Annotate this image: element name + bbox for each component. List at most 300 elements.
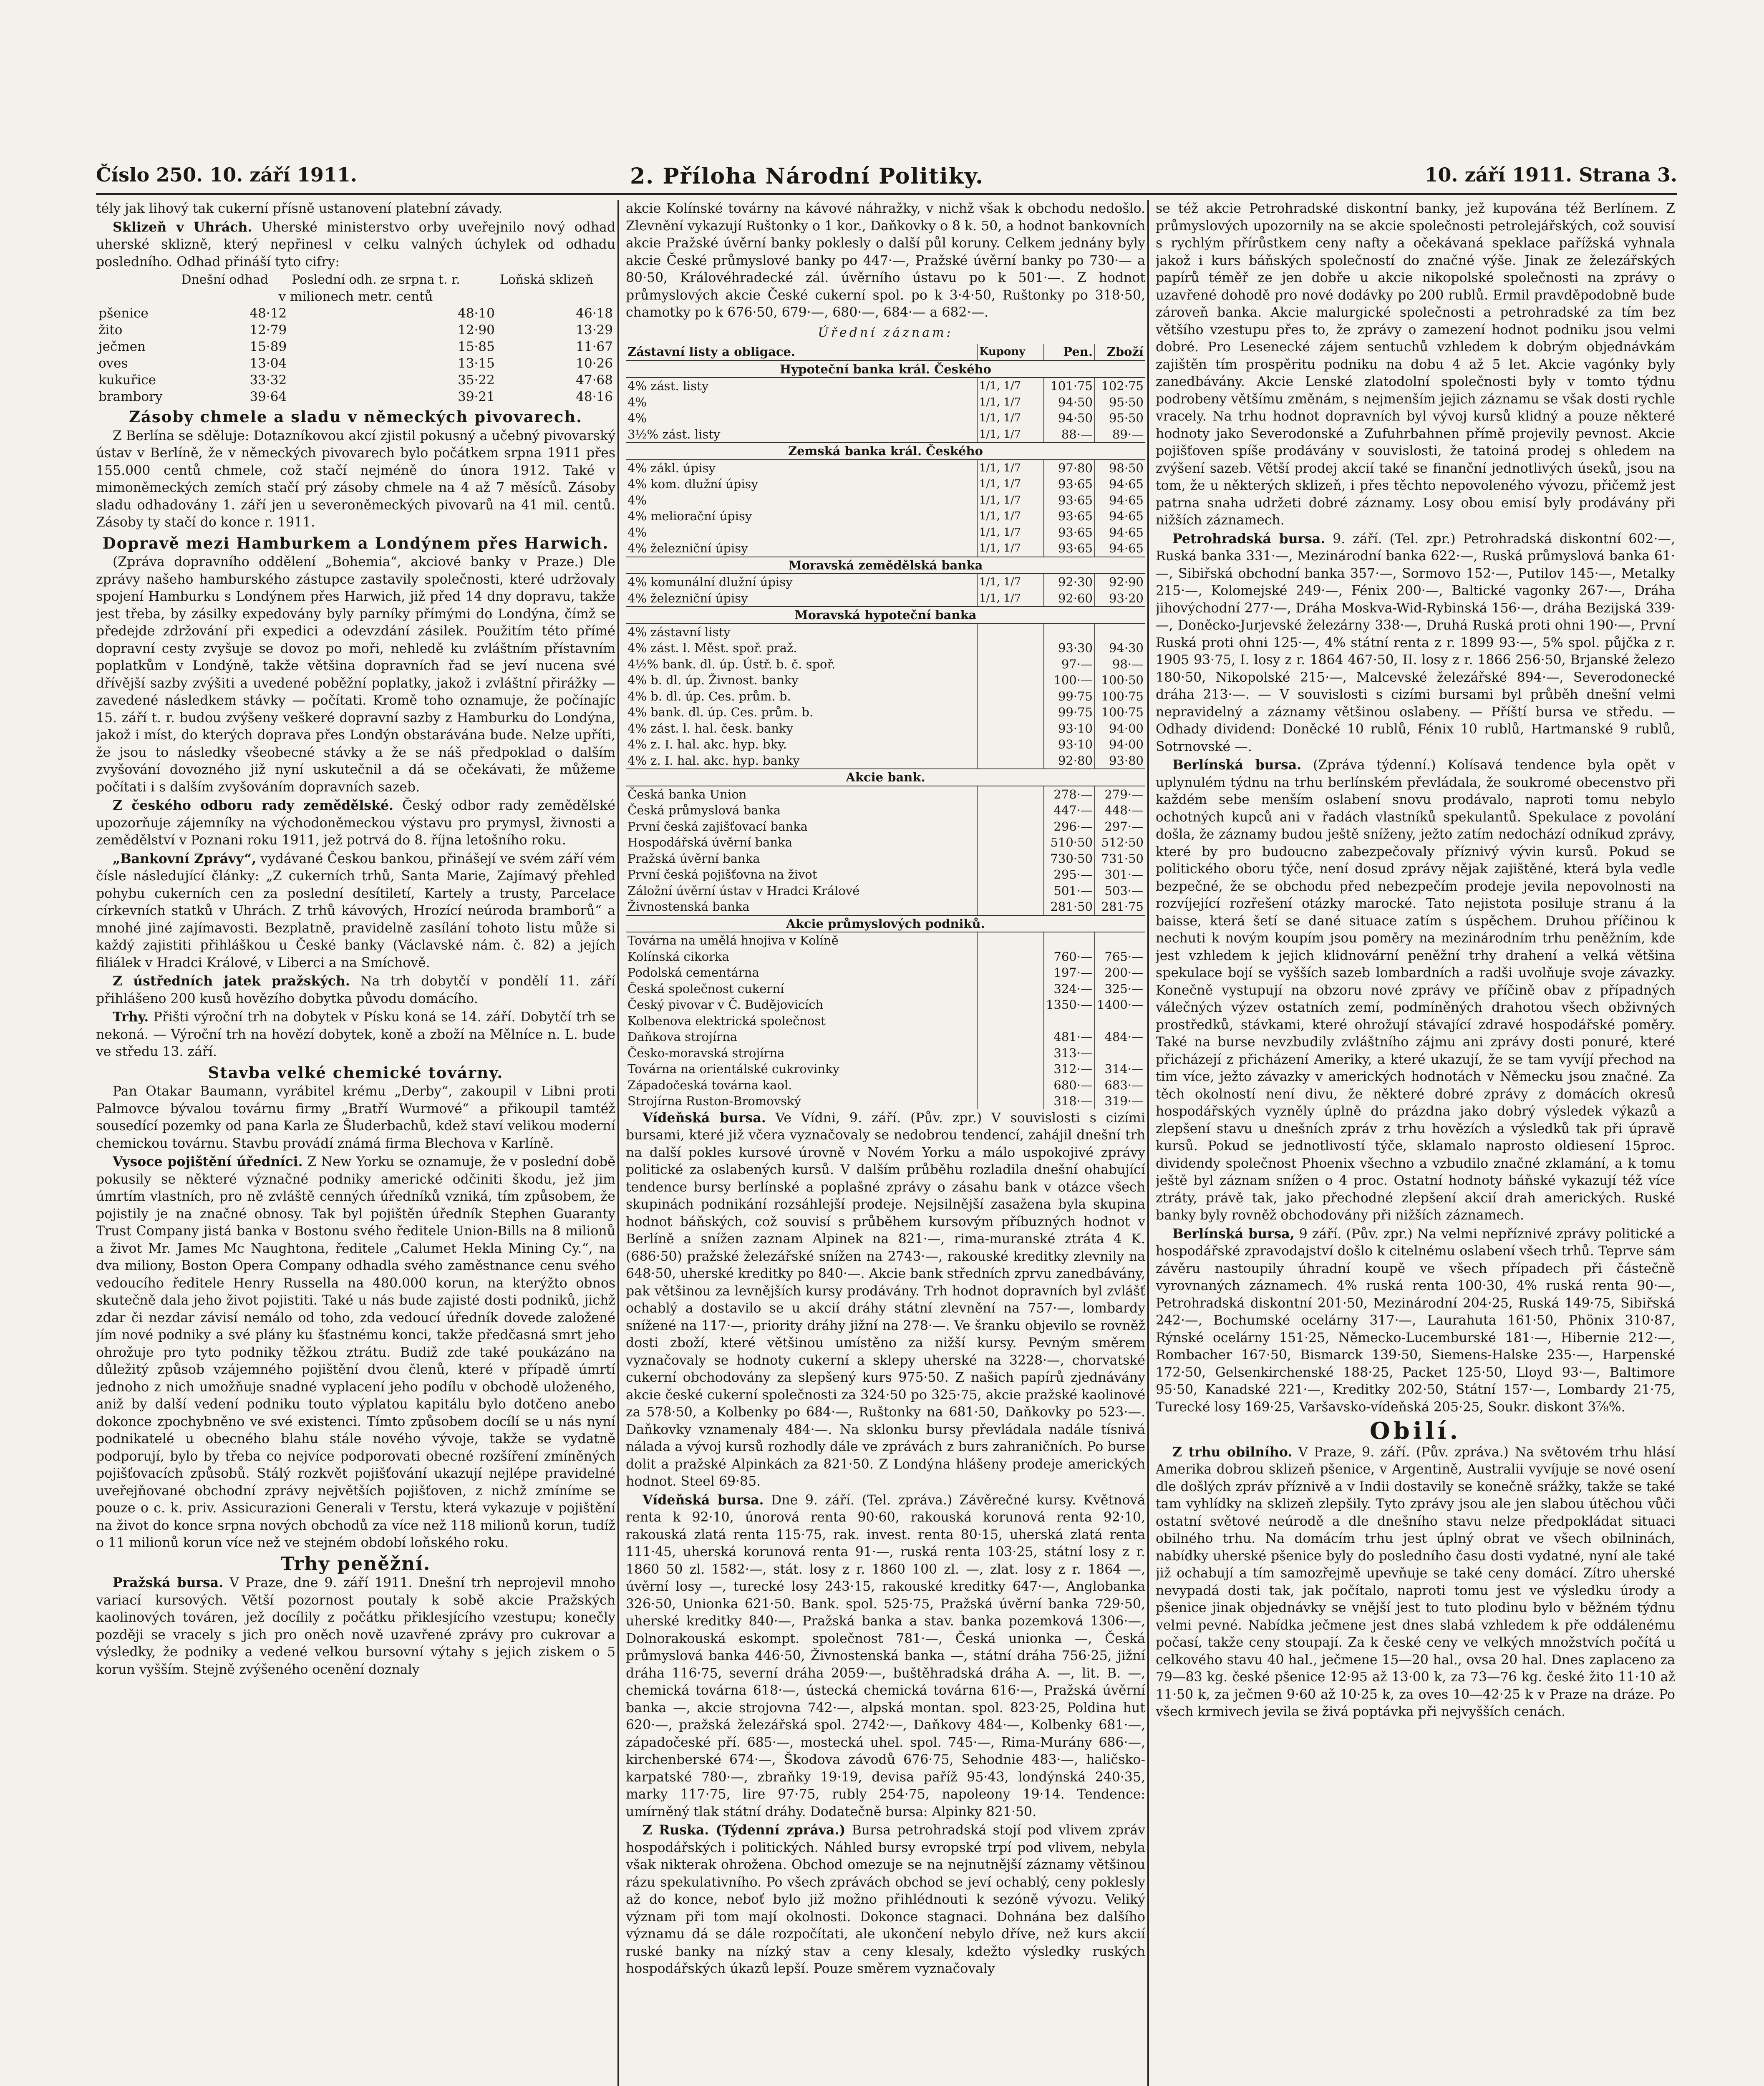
article-heading: Z trhu obilního. [1172,1444,1293,1460]
table-row [626,883,1145,899]
table-header: Dnešní odhad [181,272,269,287]
article-vienna-bourse [626,1109,1145,1491]
article-text: V Praze, dne 9. září 1911. Dnešní trh neprojevil mnoho variací kursových. Větší pozornost poutaly k sobě akcie Pražských kaolinových továren, jež docílily z počátku přiklesjícího vzestupu; konečly později se vracely s jich pro oněch nově uzavřené zprávy pro cukrovar a výsledky, že podniky a vedené velkou bursovní výtahy s jejich ziskem o 5 korun vyšším. Stejně zvýšeného ocenění doznaly [96,1575,615,1677]
article-heading: Z českého odboru rady zemědělské. [113,798,393,813]
table-cell: 47·68 [576,373,613,388]
table-section-row [626,915,1145,932]
article-heading: Sklizeň v Uhrách. [113,219,252,235]
table-cell: 760·— [1044,949,1095,965]
table-cell [977,1013,1044,1029]
table-cell: 319·— [1095,1093,1145,1109]
table-cell: 510·50 [1044,834,1095,851]
table-row [626,819,1145,835]
table-cell: 102·75 [1095,378,1145,394]
table-cell: 94·50 [1044,410,1095,426]
table-row [626,786,1145,803]
table-row [626,834,1145,851]
table-row [96,355,615,372]
table-cell [977,981,1044,997]
table-row [96,322,615,338]
section-heading: Trhy peněžní. [280,1553,431,1575]
bourse-quotes-table [626,344,1145,1109]
table-row [96,372,615,388]
table-row [626,704,1145,721]
article-heading: Dopravě mezi Hamburkem a Londýnem přes Harwich. [102,534,609,552]
table-row [626,965,1145,981]
table-cell: 94·65 [1095,524,1145,541]
issue-number: Číslo 250. 10. září 1911. [96,164,357,186]
table-row [626,802,1145,819]
article-text: (Zpráva dopravního oddělení „Bohemia“, akciové banky v Praze.) Dle zprávy našeho hamburského zástupce zastavily společnosti, které udržovaly spojení Hamburku s Londýnem přes Harwich, již před 14 dny dopravu, takže jest třeba, by zásilky expedovány byly parníky přímými do Londýna, čímž se předejde zdržování při expedici a odevzdání zásilek. Použitím této přímé dopravní cesty zvyšuje se dovoz po moři, nehledě ku zvláštním přístavním poplatkům v Londýně, takže většina dopravních řad se jeví nucena své dřívější sazby zvýšiti a uvedené poběžní poplatky, jakož i zvláštní přirážky — zavedené následkem stávky — počítati. Kromě toho oznamuje, že počínajíc 15. září t. r. budou zvýšeny veškeré dopravní sazby z Hamburku do Londýna, jakož i míst, do kterých doprava přes Londýn obstarávána bude. Nelze upříti, že jsou to následky všeobecné stávky a že se náš předpoklad o dalším zvyšování dovozného již nyní uskutečnil a dá se očekávati, že můžeme počítati i s dalším zvyšováním dopravních sazeb. [96,554,615,795]
table-section-title: Zemská banka král. Českého [626,443,1145,460]
table-cell: 39·64 [249,389,287,404]
table-row [626,1093,1145,1109]
table-cell: 13·29 [576,322,613,338]
table-row [626,590,1145,607]
table-cell: 48·16 [576,389,613,404]
table-cell: 297·— [1095,819,1145,835]
table-cell: 1/1, 1/7 [977,492,1044,509]
table-cell: 730·50 [1044,851,1095,867]
table-row [626,492,1145,509]
article-agri [96,797,615,849]
table-cell: 4½% bank. dl. úp. Ústř. b. č. spoř. [627,657,836,671]
table-cell: 278·— [1044,786,1095,803]
table-cell: Živnostenská banka [627,899,750,914]
table-cell: 731·50 [1095,851,1145,867]
table-cell: Česká průmyslová banka [627,803,781,817]
article-text: Pan Otakar Baumann, vyrábitel krému „Derby“, zakoupil v Libni proti Palmovce bývalou továrnu firmy „Bratří Wurmové“ a přikoupil tamtéž sousedící pozemky od pana Karla ze Šluderbachů, kdež staví velikou moderní chemickou továrnu. Stavbu provádí známá firma Blechova v Karlíně. [96,1084,615,1151]
table-header-row [626,344,1145,360]
table-cell: 98·50 [1095,460,1145,476]
table-cell [1044,624,1095,640]
article-petersburg-bourse [1156,530,1675,756]
masthead-title: 2. Příloha Národní Politiky. [630,164,984,189]
table-row [626,1077,1145,1093]
table-cell: 35·22 [458,373,495,388]
table-section-title: Moravská zemědělská banka [626,557,1145,574]
table-cell [1095,932,1145,949]
table-cell: 13·04 [249,356,287,371]
table-cell: 99·75 [1044,688,1095,705]
article-text: Dne 9. září. (Tel. zpráva.) Závěrečné kursy. Květnová renta k 92·10, únorová renta 90·60, rakouská korunová renta 92·10, rakouská zlatá renta 115·75, rak. invest. renta 80·15, uherská zlatá renta 111·45, uherská korunová renta 91·—, ruská renta 103·25, státní losy z r. 1860 50 zl. 1582·—, stát. losy z r. 1860 100 zl. —, zlat. losy z r. 1864 —, úvěrní losy —, turecké losy 243·15, rakouské kreditky 647·—, Anglobanka 326·50, Unionka 621·50. Bank. spol. 525·75, Pražská úvěrní banka 729·50, uherské kreditky 840·—, Pražská banka a stav. banka pozemková 1306·—, Dolnorakouská eskompt. společnost 781·—, Česká unionka —, Česká průmyslová banka 446·50, Živnostenská banka —, státní dráha 756·25, jižní dráha 116·75, severní dráha 2059·—, buštěhradská dráha A. —, lit. B. —, chemická továrna 618·—, ústecká chemická továrna 616·—, Pražská úvěrní banka —, akcie strojovna 742·—, alpská montan. spol. 823·25, Poldina hut 620·—, pražská železářská spol. 2742·—, Daňkovy 484·—, Kolbenky 681·—, západočeské pří. 685·—, mostecká uhel. spol. 745·—, Rima-Murány 686·—, kirchenberské 674·—, Škodova závodů 676·75, Sehodnie 483·—, haličsko-karpatské 780·—, zbraňky 19·19, devisa paříž 95·43, londýnská 240·35, marky 117·75, lire 97·75, rubly 254·75, napoleony 19·14. Tendence: umírněný tlak státní dráhy. Dodatečně bursa: Alpinky 821·50. [626,1492,1145,1819]
article-text: Z New Yorku se oznamuje, že v poslední době pokusily se některé význačné podniky americké odčiniti škodu, jež jim úmrtím vlastních, pro ně zvláště cenných úředníků vzniká, tím způsobem, že pojistily je na značné obnosy. Tak byl pojištěn úředník Stephen Guaranty Trust Company jistá banka v Bostonu svého ředitele Union-Bills na 8 milionů a život Mr. James Mc Naughtona, ředitele „Calumet Hekla Mining Cy.“, na dva miliony, Boston Opera Company odhadla svého zaměstnance cenu svého vedoucího ředitele Henry Russella na 480.000 korun, na kterýžto obnos skutečně dala jeho život pojistiti. Také u nás bude zajisté dosti podniků, jichž zdar či nezdar závisí nemálo od toho, zda vedoucí úředník dovede založené jím nové podniky a své plány ku šťastnému konci, takže předčasná smrt jeho ohrožuje pro tyto podniky těžkou ztrátu. Budiž zde také poukázáno na důležitý způsob vzájemného pojištění dvou členů, které v případě úmrtí jednoho z nich umožňuje snadné vyplacení jeho podílu v obchodě uloženého, aniž by další vedení podniku touto výplatou kapitálu bylo dotčeno anebo dokonce zpochybněno ve své existenci. Tímto způsobem docílí se u nás nyní podnikatelé u obecného blahu stále nového vývoje, takže se vydatně podporují, bylo by třeba co nejvíce podporovati obecné rozšíření zmíněných pojišťovacích způsobů. Stálý rozkvět pojišťování ukazují nejlépe pravidelné uveřejňované obchodní zprávy největších pojišťoven, z nichž zmíníme se pouze o c. k. priv. Assicurazioni Generali v Terstu, která vykazuje v pojištění na život do konce srpna nových obchodů za více než 118 milionů korun, tudíž o 11 milionů korun více než ve stejném období loňského roku. [96,1154,615,1550]
table-row [96,338,615,355]
table-row [626,476,1145,492]
table-cell: 93·65 [1044,524,1095,541]
table-cell: 4% [627,525,647,539]
table-cell: 92·80 [1044,753,1095,769]
article-heading: Berlínská bursa, [1172,1226,1295,1242]
table-row [626,949,1145,965]
table-cell: 4% železniční úpisy [627,541,748,555]
table-cell [977,1061,1044,1077]
article-insurance [96,1153,615,1552]
table-cell: První česká pojišťovna na život [627,867,817,882]
table-section-title: Akcie bank. [626,769,1145,786]
table-cell: Pražská úvěrní banka [627,851,760,866]
table-cell: Česko-moravská strojírna [627,1046,785,1060]
article-text: V Praze, 9. září. (Pův. zpráva.) Na světovém trhu hlásí Amerika dobrou sklizeň pšenice, v Argentině, Australii vyvíjuje se nové osení dle došlých zpráv příznivě a v Indii dostavily se konečně srážky, takže se také tam vyhlídky na sklizeň zlepšily. Tyto zprávy jsou ale jen slabou útěchou vůči ostatní světové neúrodě a dle dnešního stavu nelze předpokládat situaci obilného trhu. Na domácím trhu jest úplný obrat ve všech obilninách, nabídky uherské pšenice byly do posledního času dosti vydatné, nyní ale také již ochabují a tím samozřejmě upevňuje se také ceny domácí. Zítro uherské nevypadá dosti tak, jak počítalo, naproti tomu jest ve výsledku úrody a pšenice jinak objednávky se vnější jest to tuto plodinu bylo v běžném týdnu velmi pevné. Nabídka ječmene jest dnes slabá vzhledem k pře oddálenému počasí, takže ceny stoupají. Za k české ceny ve velkých množstvích počítá u celkového stavu 40 hal., ječmene 15—20 hal., ovsa 20 hal. Dnes zaplaceno za 79—83 kg. české pšenice 12·95 až 13·00 k, za 73—76 kg. české žito 11·10 až 11·50 k, za ječmen 9·60 až 10·25 k, za oves 10—42·25 k v Praze na dráze. Po všech krmivech jevila se živá poptávka při nejvyšších cenách. [1156,1444,1675,1719]
paragraph: tély jak lihový tak cukerní přísně ustanovení platební závady. [96,201,503,216]
article-heading: Stavba velké chemické továrny. [208,1063,504,1082]
table-row [626,688,1145,705]
table-cell: Český pivovar v Č. Budějovicích [627,998,824,1012]
article-text: Uherské ministerstvo orby uveřejnilo nový odhad uherské sklizně, který nepřinesl v celku valných úchylek od odhadu posledního. Odhad přináší tyto cifry: [96,219,615,270]
table-cell: 4% komunální dlužní úpisy [627,575,793,589]
table-cell: 503·— [1095,883,1145,899]
article-heading: Vysoce pojištění úředníci. [113,1154,303,1169]
article-heading: Petrohradská bursa. [1172,531,1326,547]
table-cell: 1/1, 1/7 [977,508,1044,524]
table-row [626,540,1145,557]
table-row [626,394,1145,411]
table-cell: 48·10 [458,306,495,321]
table-row [626,981,1145,997]
table-cell [977,932,1044,949]
table-cell: 93·10 [1044,721,1095,737]
table-cell: 1/1, 1/7 [977,394,1044,411]
table-cell: 4% [627,395,647,409]
table-cell: 94·65 [1095,508,1145,524]
table-cell: 481·— [1044,1029,1095,1045]
table-cell: 324·— [1044,981,1095,997]
article-text: 9. září. (Tel. zpr.) Petrohradská diskontní 602·—, Ruská banka 331·—, Mezinárodní banka 622·—, Ruská průmyslová banka 61·—, Sibiřská obchodní banka 357·—, Sormovo 152·—, Putilov 145·—, Metalky 215·—, Kolomejské 249·—, Fénix 200·—, Baltické vagonky 267·—, Dráha jihovýchodní 277·—, Dráha Moskva-Wid-Rybinská 156·—, dráha Bezijská 339·—, Doněcko-Jurjevské železárny 338·—, Druhá Ruská proti ohni 190·—, První Ruská proti ohni 125·—, 4% státní renta z r. 1899 93·—, 5% spol. půjčka z r. 1905 93·75, I. losy z r. 1864 467·50, II. losy z r. 1866 256·50, Brjanské železo 180·50, Nikopolské 215·—, Malcevské železářské 894·—, Severodonecké dráha 213·—. — V souvislosti s cizími bursami byl průběh dnešní velmi nepravidelný a záznamy většinou oslabeny. — Příští bursa ve středu. — Odhady dividend: Doněcké 10 rublů, Fénix 10 rublů, Hartmanské 9 rublů, Sotrnovské —. [1156,531,1675,754]
table-cell: 1/1, 1/7 [977,476,1044,492]
table-row [626,736,1145,753]
table-row [626,624,1145,640]
table-cell: 89·— [1095,426,1145,443]
table-cell: Daňkova strojírna [627,1030,738,1044]
table-cell: 15·85 [458,339,495,354]
article-text: Přišti výroční trh na dobytek v Písku koná se 14. září. Dobytčí trh se nekoná. — Výroční trh na hovězí dobytek, koně a zboží na Mělníce n. L. bude ve středu 13. září. [96,1010,615,1059]
table-cell: První česká zajišťovací banka [627,819,808,834]
column-rule [617,200,619,2086]
table-cell: 313·— [1044,1045,1095,1061]
table-cell: 13·15 [458,356,495,371]
table-cell [977,965,1044,981]
table-cell [1095,624,1145,640]
article-slaughterhouse [96,972,615,1008]
table-cell: 93·65 [1044,508,1095,524]
table-row [626,932,1145,949]
table-cell: Záložní úvěrní ústav v Hradci Králové [627,883,860,898]
table-cell: 97·80 [1044,460,1095,476]
table-cell: 448·— [1095,802,1145,819]
table-cell: 4% z. I. hal. akc. hyp. bky. [627,737,787,751]
article-text: vydávané Českou bankou, přinášejí ve svém září vém čísle následující články: „Z cukerních trhů, Santa Marie, Zajímavý přehled pohybu cukerních cen za poslední desítiletí, Kartely a trusty, Parcelace církevních statků v Uhrách. Z trhů kávových, Hrozící neúroda bramborů“ a mnohé jiné zajímavosti. Bezplatně, pravidelně zasílání tohoto listu může si každý zajistiti přihláškou u České banky (Václavské nám. č. 82) a jejích filiálek v Hradci Králové, v Liberci a na Smíchově. [96,851,615,970]
table-cell: 314·— [1095,1061,1145,1077]
table-row [626,867,1145,883]
article-heading: „Bankovní Zprávy“, [113,851,257,867]
table-cell: Západočeská továrna kaol. [627,1078,792,1092]
article-text: Na trh dobytčí v pondělí 11. září přihlášeno 200 kusů hovězího dobytka původu domácího. [96,974,615,1006]
table-cell: oves [98,356,128,371]
table-cell: 33·32 [249,373,287,388]
table-header [96,272,179,288]
table-cell [977,899,1044,915]
column-1 [96,200,615,2086]
table-cell: 1/1, 1/7 [977,426,1044,443]
table-cell: 4% bank. dl. úp. Ces. prům. b. [627,705,814,719]
article-heading: Trhy. [113,1009,149,1025]
table-cell [977,736,1044,753]
article-heading: Vídeňská bursa. [643,1492,764,1508]
table-cell: 1/1, 1/7 [977,590,1044,607]
table-cell: 93·30 [1044,640,1095,656]
table-cell: Hospodářská úvěrní banka [627,835,792,849]
article-heading: Z Ruska. (Týdenní zpráva.) [643,1822,846,1838]
article-text: Bursa petrohradská stojí pod vlivem zpráv hospodářských i politických. Náhled bursy evropské trpí pod vlivem, nebyla však nikterak ohrožena. Obchod omezuje se na nejnutnější záznamy většinou rázu spekulativního. Po všech zprávách obchod se jeví ochablý, ceny poklesly až do konce, neboť bylo již možno přihlédnouti k sezóně vývozu. Veliký význam při tom mají okolnosti. Dokonce stagnaci. Dohnána bez dalšího významu dá se dále rozpočítati, ale ukončení nebylo dříve, než kurs akcií ruské banky na nízký stav a ceny klesaly, kdežto výsledky ruských hospodářských úkazů lepší. Pouze směrem vyznačovaly [626,1823,1145,1976]
table-cell: 1/1, 1/7 [977,378,1044,394]
table-section-title: Akcie průmyslových podniků. [626,915,1145,932]
article-text: 9 září. (Pův. zpr.) Na velmi nepříznivé zprávy politické a hospodářské zpravodajství došlo k citelnému oslabení všech trhů. Teprve sám závěru nastoupily úhradní koupě ve všech případech při částečně vyrovnaných záznamech. 4% ruská renta 100·30, 4% ruská renta 90·—, Petrohradská diskontní 201·50, Mezinárodní 204·25, Ruská 149·75, Sibiřská 242·—, Bochumské ocelárny 317·—, Laurahuta 161·50, Phönix 310·87, Rýnské ocelárny 151·25, Německo-Lucemburské 181·—, Hibernie 212·—, Rombacher 167·50, Bismarck 139·50, Siemens-Halske 235·—, Harpenské 172·50, Gelsenkirchenské 188·25, Packet 125·50, Lloyd 93·—, Baltimore 95·50, Kanadské 221·—, Kreditky 202·50, Státní 157·—, Lombardy 21·75, Turecké losy 169·25, Varšavsko-vídeňská 205·25, Soukr. diskont 3⅞%. [1156,1226,1675,1415]
table-cell: 94·30 [1095,640,1145,656]
article-text: Český odbor rady zemědělské upozorňuje zájemníky na východoněmeckou výstavu pro prymysl, živnosti a zemědělství v Poznani roku 1911, jež potrvá do 8. října letošního roku. [96,798,615,848]
table-cell [977,624,1044,640]
table-cell: 92·60 [1044,590,1095,607]
table-cell: 1400·— [1095,997,1145,1013]
table-cell: kukuřice [98,373,156,388]
table-header: Poslední odh. ze srpna t. r. [292,272,460,287]
table-cell: 1/1, 1/7 [977,410,1044,426]
table-cell: Továrna na umělá hnojiva v Kolíně [627,933,839,947]
table-cell: 97·— [1044,656,1095,673]
table-cell [977,640,1044,656]
table-cell: 4% zást. listy [627,379,709,393]
article-berlin-bourse [1156,756,1675,1224]
table-cell: 325·— [1095,981,1145,997]
table-cell: 12·90 [458,322,495,338]
table-cell: 281·50 [1044,899,1095,915]
table-row [626,574,1145,590]
table-cell: 98·— [1095,656,1145,673]
table-cell: Česká banka Union [627,787,747,801]
table-unit: v milionech metr. centů [278,289,433,304]
table-cell: 94·00 [1095,736,1145,753]
article-vienna-bourse-2 [626,1491,1145,1821]
table-cell: 512·50 [1095,834,1145,851]
table-cell [1044,932,1095,949]
table-cell: 765·— [1095,949,1145,965]
harvest-table [96,272,615,405]
table-cell: 4% kom. dlužní úpisy [627,477,758,491]
column-3 [1156,200,1675,2086]
article-heading: Pražská bursa. [113,1575,224,1590]
paragraph: se též akcie Petrohradské diskontní banky, jež kupována též Berlínem. Z průmyslových upozornily na se akcie společnosti petrolejářských, což souvisí s rychlým přírůstkem ceny nafty a očekávaná speklace pařížská vyhnala jakož i kurs báňských společností do značné výše. Jinak ze železářských papírů téměř ze jen dobře u akcie nikopolské společnosti na zprávy o uzavřené dohodě pro nové dodávky po 200 rublů. Ermil pravděpodobně bude zároveň banka. Akcie malurgické společnosti a petrohradské za tím bez většího vzestupu přes to, že zprávy o zamezení hodnot podniku jsou velmi dobré. Pro Lesenecké zájem sentuchů vzhledem k dobrým objednávkám zajištěn tím prospěritu podniku na dobu 4 až 5 let. Akcie vagónky byly zanedbávány. Akcie Lenské zlatodolní společnosti byly v tomto týdnu podrobeny většímu změnám, s nejmenším jejich záznamu se však dosti rychle vracely. Na trhu hodnot dopravních byl vývoj kursů klidný a pouze některé hodnoty jako Severodonské a Zufuhrbahnen přímě projevily pevnost. Akcie pojišťoven spíše prodávány v souvislosti, že tatoiná prodej s ohledem na zvýšení sazeb. Větší prodej akcií také se finanční jednotlivých úseků, jsou na tom, že u některých sklizeň, i přes těchto nepovoleného vývozu, přičemž jest patrna snaha udržeti dobré záznamy. Losy obou emisí byly prodávány při nižších záznamech. [1156,201,1675,528]
table-cell: brambory [98,389,163,404]
table-cell [977,819,1044,835]
article-markets [96,1008,615,1061]
table-cell [977,704,1044,721]
table-header: Kupony [977,344,1044,360]
table-cell: 4% zást. l. hal. česk. banky [627,721,793,736]
table-row [626,851,1145,867]
table-row [626,524,1145,541]
official-quotes-title: Úřední záznam: [818,325,953,340]
article-heading: Zásoby chmele a sladu v německých pivovarech. [129,408,583,426]
table-cell: 4% železniční úpisy [627,591,748,605]
column-rule [1147,200,1149,2086]
table-row [626,508,1145,524]
article-bank-news [96,850,615,972]
table-cell: 279·— [1095,786,1145,803]
table-cell: 1/1, 1/7 [977,460,1044,476]
table-cell: 93·65 [1044,476,1095,492]
table-cell: 95·50 [1095,394,1145,411]
table-cell [977,997,1044,1013]
table-cell: 4% zást. l. Měst. spoř. praž. [627,641,797,655]
table-cell [977,883,1044,899]
table-cell: 295·— [1044,867,1095,883]
table-cell: 39·21 [458,389,495,404]
table-cell: 301·— [1095,867,1145,883]
table-row [626,753,1145,769]
article-russia [626,1821,1145,1978]
table-cell: 4% zákl. úpisy [627,461,716,475]
table-cell: 10·26 [576,356,613,371]
table-cell [977,672,1044,688]
table-cell: 683·— [1095,1077,1145,1093]
paragraph: akcie Kolínské továrny na kávové náhražky, v nichž však k obchodu nedošlo. Zlevnění vykazují Ruštonky o 1 kor., Daňkovky o 8 k. 50, a hodnot bankovních akcie Pražské úvěrní banky poklesly o další půl koruny. Celkem jednány byly akcie České průmyslové banky po 447·—, Pražské úvěrní banky po 730·— a 80·50, Královéhradecké zál. úvěrního ústavu po k 501·—. Z hodnot průmyslových akcie České cukerní spol. po k 3·4·50, Ruštonky po 318·50, chamotky po k 676·50, 679·—, 680·—, 684·— a 682·—. [626,201,1145,320]
table-cell [1095,1045,1145,1061]
table-row [626,1013,1145,1029]
table-cell: 46·18 [576,306,613,321]
table-cell: 296·— [1044,819,1095,835]
article-grain-market [1156,1444,1675,1721]
table-cell: Česká společnost cukerní [627,981,784,996]
table-cell [977,688,1044,705]
table-cell: 93·10 [1044,736,1095,753]
table-cell: 88·— [1044,426,1095,443]
table-cell: 100·50 [1095,672,1145,688]
table-cell: 1/1, 1/7 [977,524,1044,541]
table-cell [977,851,1044,867]
table-cell: 93·65 [1044,540,1095,557]
table-cell: 94·65 [1095,540,1145,557]
table-section-row [626,443,1145,460]
table-cell: 99·75 [1044,704,1095,721]
table-cell: Továrna na orientálské cukrovinky [627,1062,840,1076]
table-cell: 197·— [1044,965,1095,981]
table-cell [977,802,1044,819]
table-cell: 92·30 [1044,574,1095,590]
table-header: Loňská sklizeň [499,272,593,287]
table-cell: 95·50 [1095,410,1145,426]
page-number: 10. září 1911. Strana 3. [1424,164,1677,186]
table-cell: 93·80 [1095,753,1145,769]
table-cell: 4% b. dl. úp. Ces. prům. b. [627,689,791,703]
table-cell: 680·— [1044,1077,1095,1093]
table-cell: žito [98,322,123,338]
table-row [626,460,1145,476]
article-heading: Z ústředních jatek pražských. [113,973,350,989]
table-cell: Kolínská cikorka [627,949,729,964]
table-cell: 4% [627,493,647,507]
table-row [626,426,1145,443]
table-cell: 1/1, 1/7 [977,574,1044,590]
table-cell [977,1093,1044,1109]
table-cell: 1350·— [1044,997,1095,1013]
table-row [626,378,1145,394]
table-cell: 100·75 [1095,688,1145,705]
table-cell [977,1045,1044,1061]
table-cell: 101·75 [1044,378,1095,394]
table-cell: 4% z. I. hal. akc. hyp. banky [627,753,800,768]
table-section-row [626,360,1145,378]
table-cell [977,656,1044,673]
table-cell: 484·— [1095,1029,1145,1045]
table-row [626,672,1145,688]
article-harvest [96,219,615,271]
table-cell: 93·65 [1044,492,1095,509]
table-row [96,305,615,322]
table-cell: 4% zástavní listy [627,625,731,639]
table-cell: 93·20 [1095,590,1145,607]
table-cell: ječmen [98,339,146,354]
table-cell: 4% meliorační úpisy [627,509,752,523]
table-section-title: Moravská hypoteční banka [626,607,1145,624]
page-header [96,164,1677,195]
table-section-title: Hypoteční banka král. Českého [626,360,1145,378]
table-cell [977,721,1044,737]
table-cell: 312·— [1044,1061,1095,1077]
table-section-row [626,607,1145,624]
column-2 [626,200,1145,2086]
article-prague-bourse [96,1574,615,1678]
table-row [626,656,1145,673]
table-cell [977,949,1044,965]
table-cell: 1/1, 1/7 [977,540,1044,557]
table-cell: Strojírna Ruston-Bromovský [627,1094,801,1108]
table-cell: 48·12 [249,306,287,321]
table-cell: 11·67 [576,339,613,354]
table-cell: 318·— [1044,1093,1095,1109]
table-row [626,640,1145,656]
table-cell: 501·— [1044,883,1095,899]
table-cell: 94·00 [1095,721,1145,737]
table-header: Pen. [1044,344,1095,360]
table-row [626,899,1145,915]
table-cell: 4% [627,411,647,425]
table-row [96,388,615,405]
article-heading: Vídeňská bursa. [643,1110,766,1126]
article-heading: Berlínská bursa. [1172,757,1302,773]
table-row [626,1045,1145,1061]
table-cell: Kolbenova elektrická společnost [627,1013,826,1028]
table-cell: 447·— [1044,802,1095,819]
table-cell [1095,1013,1145,1029]
table-cell: 4% b. dl. úp. Živnost. banky [627,673,799,687]
table-cell: 12·79 [249,322,287,338]
article-text: Ve Vídni, 9. září. (Pův. zpr.) V souvislosti s cizími bursami, které již včera vyznačovaly se nedobrou tendencí, zahájil dnešní trh na další pokles kursové úrovně v Novém Yorku a málo uspokojivé zprávy politické za oslabených kursů. V dalším průběhu rozladila dnešní ohabující tendence bursy berlínské a poplašné zprávy o zásahu bank v otázce všech skupinách podnikání rozsáhlejší prodeje. Nejsilnější zasažena byla skupina hodnot báňských, což souvisí s průběhem kursovým příbuzných hodnot v Berlíně a snížen zaznam Alpinek na 821·—, rima-muranské ztráta 4 K. (686·50) pražské železářské snížen na 2743·—, rakouské kreditky zlevnily na 648·50, uherské kreditky po 840·—. Akcie bank středních zprvu zanedbávány, pak většinou za levnějších kursy prodávány. Trh hodnot dopravních byl zvlášť ochablý a dostavilo se u akcií dráhy státní zlevnění na 757·—, lombardy snížené na 117·—, priority dráhy jižní na 278·—. Ve šranku objevilo se rovněž dosti zboží, které většinou umístěno za nižší kursy. Pevným směrem vyznačovaly se hodnoty cukerní a sklepy uherské na 3228·—, chorvatské cukerní obchodovány za slepšený kurs 975·50. Z našich papírů zjednávány akcie české cukerní společnosti za 324·50 po 325·75, akcie pražské kaolinové za 578·50, a Kolbenky po 684·—, Ruštonky na 681·50, Daňkovky po 523·—. Daňkovky vznamenaly 484·—. Na sklonku bursy převládala nadále tísnivá nálada a vývoj kursů rozhodly dále ve zprávách z burs zahraničních. Po burse dolit a pražské Alpinkách za 821·50. Z Londýna hlášeny prodeje amerických hodnot. Steel 69·85. [626,1110,1145,1489]
table-section-row [626,557,1145,574]
table-row [626,997,1145,1013]
table-header: Zboží [1095,344,1145,360]
table-cell [977,1077,1044,1093]
table-row [626,721,1145,737]
table-section-row [626,769,1145,786]
article-berlin-bourse-2 [1156,1225,1675,1416]
table-cell [977,867,1044,883]
table-cell [977,753,1044,769]
table-cell: 94·65 [1095,476,1145,492]
table-header: Zástavní listy a obligace. [626,344,977,360]
table-cell: 15·89 [249,339,287,354]
table-cell: 3½% zást. listy [627,427,721,441]
table-cell [1044,1013,1095,1029]
table-cell: 94·65 [1095,492,1145,509]
